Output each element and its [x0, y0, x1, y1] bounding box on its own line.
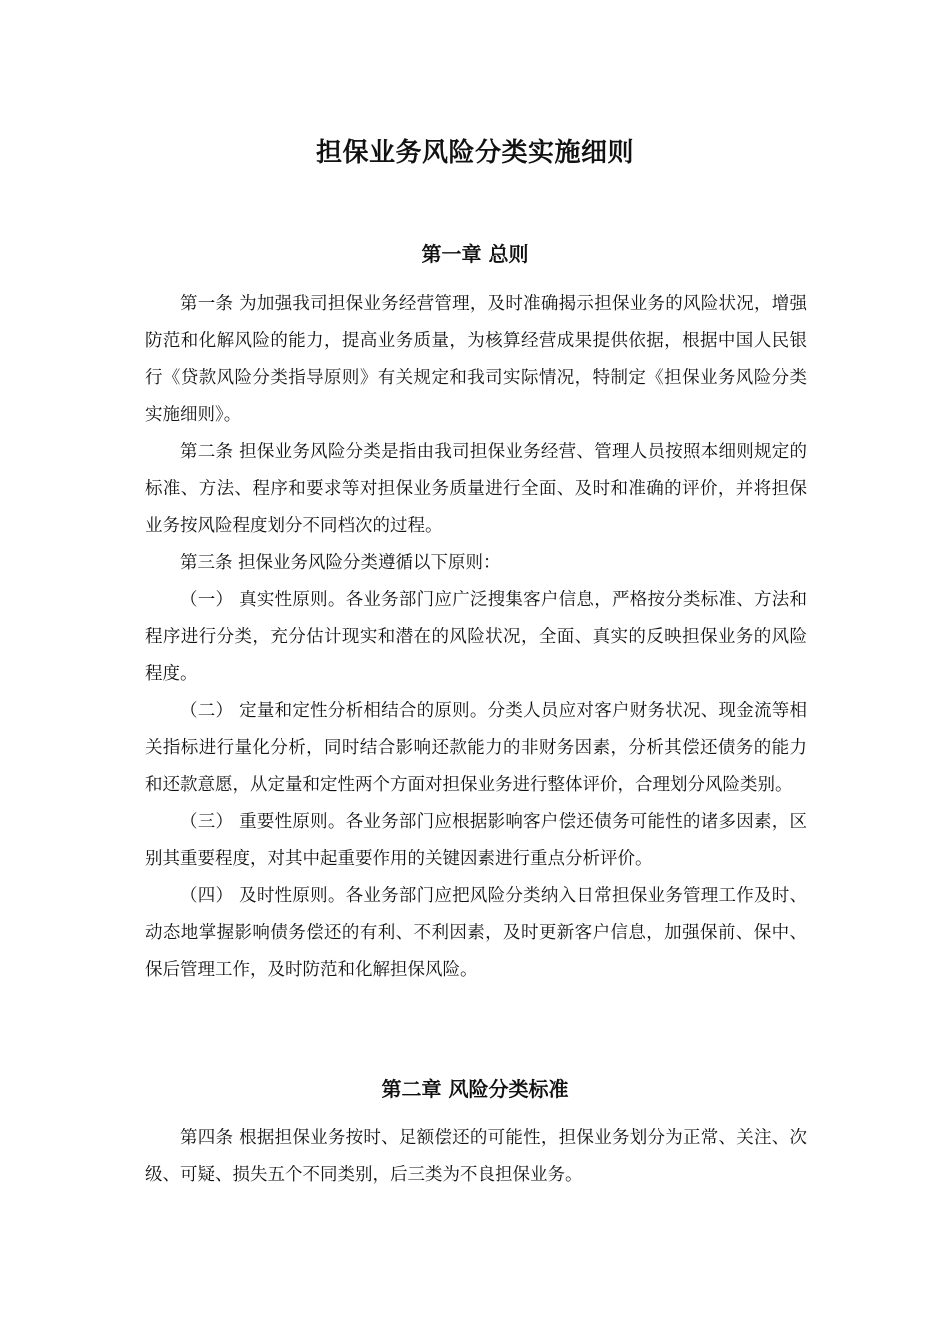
article-2: 第二条 担保业务风险分类是指由我司担保业务经营、管理人员按照本细则规定的标准、方法、程序和要求等对担保业务质量进行全面、及时和准确的评价，并将担保业务按风险程度划分不同档次的过程。: [145, 442, 807, 536]
chapter-1-body: [145, 286, 807, 989]
chapter-2-body: [145, 1120, 807, 1194]
document-title: 担保业务风险分类实施细则: [315, 138, 634, 168]
article-3: 第三条 担保业务风险分类遵循以下原则：: [180, 553, 501, 573]
principle-4: （四） 及时性原则。各业务部门应把风险分类纳入日常担保业务管理工作及时、动态地掌握影响债务偿还的有利、不利因素，及时更新客户信息，加强保前、保中、保后管理工作，及时防范和化解担保风险。: [145, 886, 807, 980]
chapter-1-title: 第一章 总则: [421, 242, 529, 266]
chapter-2-title: 第二章 风险分类标准: [381, 1077, 569, 1101]
principle-1: （一） 真实性原则。各业务部门应广泛搜集客户信息，严格按分类标准、方法和程序进行分类，充分估计现实和潜在的风险状况，全面、真实的反映担保业务的风险程度。: [145, 590, 807, 684]
principle-3: （三） 重要性原则。各业务部门应根据影响客户偿还债务可能性的诸多因素，区别其重要程度，对其中起重要作用的关键因素进行重点分析评价。: [145, 812, 807, 869]
principle-2: （二） 定量和定性分析相结合的原则。分类人员应对客户财务状况、现金流等相关指标进行量化分析，同时结合影响还款能力的非财务因素，分析其偿还债务的能力和还款意愿，从定量和定性两个方面对担保业务进行整体评价，合理划分风险类别。: [145, 701, 807, 795]
article-1: 第一条 为加强我司担保业务经营管理，及时准确揭示担保业务的风险状况，增强防范和化解风险的能力，提高业务质量，为核算经营成果提供依据，根据中国人民银行《贷款风险分类指导原则》有关规定和我司实际情况，特制定《担保业务风险分类实施细则》。: [145, 294, 807, 425]
article-4: 第四条 根据担保业务按时、足额偿还的可能性，担保业务划分为正常、关注、次级、可疑、损失五个不同类别，后三类为不良担保业务。: [145, 1128, 807, 1185]
